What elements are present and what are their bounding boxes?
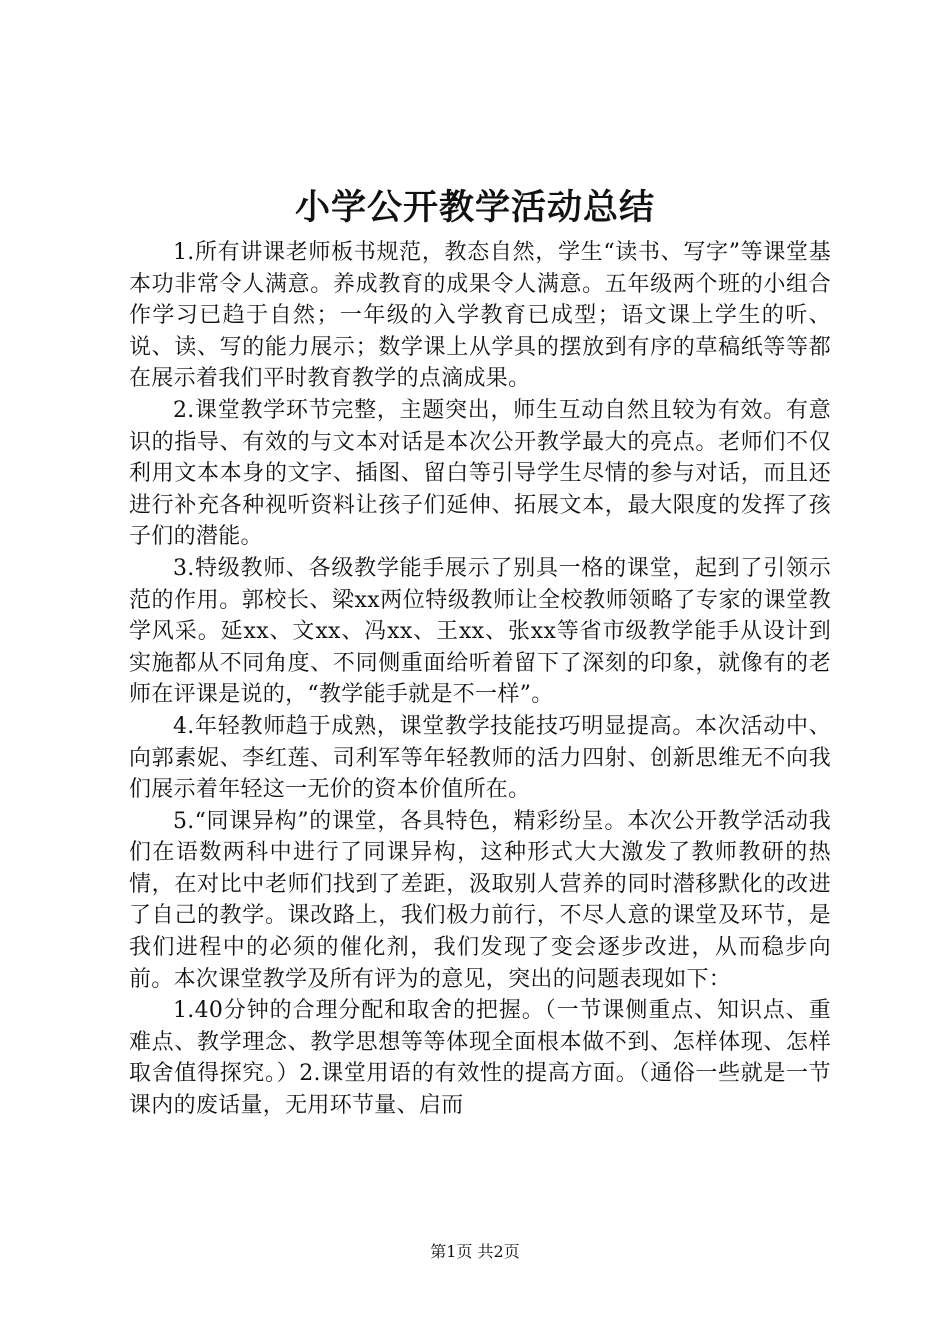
document-title: 小学公开教学活动总结 (294, 187, 655, 228)
paragraph-6: 1.40分钟的合理分配和取舍的把握。（一节课侧重点、知识点、重难点、教学理念、教学思想等等体现全面根本做不到、怎样体现、怎样取舍值得探究。）2.课堂用语的有效性的提高方面。（通俗一些就是一节课内的废话量，无用环节量、启而 (129, 998, 831, 1119)
page-number-footer: 第1页 共2页 (430, 1242, 520, 1261)
paragraph-4: 4.年轻教师趋于成熟，课堂教学技能技巧明显提高。本次活动中、向郭素妮、李红莲、司利军等年轻教师的活力四射、创新思维无不向我们展示着年轻这一无价的资本价值所在。 (129, 713, 831, 803)
paragraph-3: 3.特级教师、各级教学能手展示了别具一格的课堂，起到了引领示范的作用。郭校长、梁xx两位特级教师让全校教师领略了专家的课堂教学风采。延xx、文xx、冯xx、王xx、张xx等省市级教学能手从设计到实施都从不同角度、不同侧重面给听着留下了深刻的印象，就像有的老师在评课是说的，“教学能手就是不一样”。 (129, 555, 831, 708)
paragraph-1: 1.所有讲课老师板书规范，教态自然，学生“读书、写字”等课堂基本功非常令人满意。养成教育的成果令人满意。五年级两个班的小组合作学习已趋于自然；一年级的入学教育已成型；语文课上学生的听、说、读、写的能力展示；数学课上从学具的摆放到有序的草稿纸等等都在展示着我们平时教育教学的点滴成果。 (129, 240, 831, 392)
paragraph-2: 2.课堂教学环节完整，主题突出，师生互动自然且较为有效。有意识的指导、有效的与文本对话是本次公开教学最大的亮点。老师们不仅利用文本本身的文字、插图、留白等引导学生尽情的参与对话，而且还进行补充各种视听资料让孩子们延伸、拓展文本，最大限度的发挥了孩子们的潜能。 (129, 397, 831, 550)
document-body (129, 237, 831, 1122)
paragraph-5: 5.“同课异构”的课堂，各具特色，精彩纷呈。本次公开教学活动我们在语数两科中进行了同课异构，这种形式大大激发了教师教研的热情，在对比中老师们找到了差距，汲取别人营养的同时潜移默化的改进了自己的教学。课改路上，我们极力前行，不尽人意的课堂及环节，是我们进程中的必须的催化剂，我们发现了变会逐步改进，从而稳步向前。本次课堂教学及所有评为的意见，突出的问题表现如下： (129, 808, 831, 992)
